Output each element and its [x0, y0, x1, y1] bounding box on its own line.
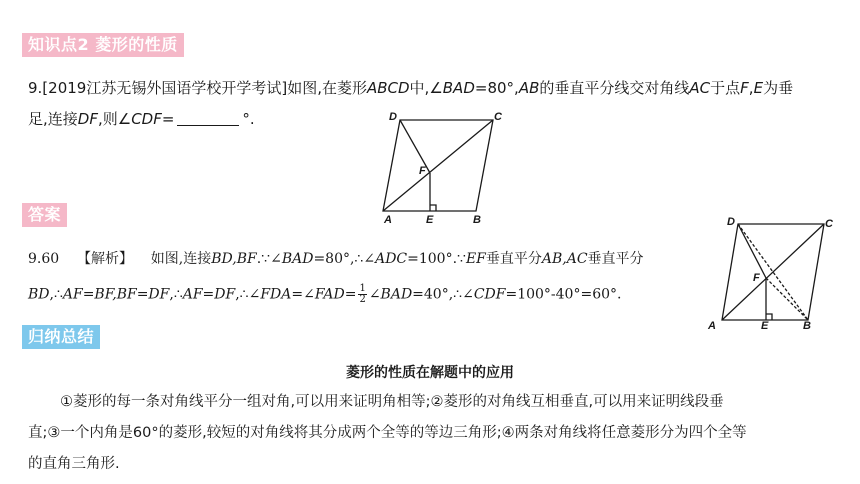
summary-tag: 归纳总结: [22, 325, 100, 349]
diagonal-ac: [383, 120, 493, 211]
summary-body: [28, 387, 843, 480]
section-tag: 知识点2 菱形的性质: [22, 33, 184, 57]
question-figure: [380, 108, 510, 226]
solution-line-2: BD,∴AF=BF,BF=DF,∴AF=DF,∴∠FDA=∠FAD= $\frac{1}{2}$ ∠BAD=40°,∴∠CDF=100°-40°=60°.: [28, 283, 622, 305]
label-c-2: C: [825, 218, 833, 230]
summary-line-1: ①菱形的每一条对角线平分一组对角,可以用来证明角相等;②菱形的对角线互相垂直,可以用来证明线段垂: [60, 394, 724, 410]
label-b: B: [473, 214, 481, 226]
label-f: F: [419, 165, 426, 177]
answer-tag: 答案: [22, 203, 67, 227]
label-a-2: A: [708, 320, 716, 332]
summary-line-2: 直;③一个内角是60°的菱形,较短的对角线将其分成两个全等的等边三角形;④两条对角线将任意菱形分为四个全等: [28, 425, 747, 441]
segment-df-2: [738, 224, 766, 278]
label-d: D: [389, 111, 397, 123]
label-a: A: [384, 214, 392, 226]
label-e-2: E: [761, 320, 769, 332]
solution-line-1: 9.60 【解析】 如图,连接BD,BF.∵∠BAD=80°,∴∠ADC=100°.∵EF垂直平分AB,AC垂直平分: [28, 251, 644, 267]
summary-title: 菱形的性质在解题中的应用: [346, 365, 514, 381]
answer-blank[interactable]: [177, 111, 239, 126]
fraction-half: $\frac{1}{2}$: [359, 283, 366, 305]
question-line-1: 9.[2019江苏无锡外国语学校开学考试]如图,在菱形ABCD中,∠BAD=80°,AB的垂直平分线交对角线AC于点F,E为垂: [28, 79, 794, 97]
label-c: C: [494, 111, 502, 123]
solution-figure: [700, 210, 840, 335]
label-b-2: B: [803, 320, 811, 332]
label-f-2: F: [753, 272, 760, 284]
right-angle-mark: [430, 205, 436, 211]
question-line-2: 足,连接DF,则∠CDF= °.: [28, 110, 255, 128]
summary-line-3: 的直角三角形.: [28, 456, 120, 472]
label-e: E: [426, 214, 434, 226]
label-d-2: D: [727, 216, 735, 228]
diagonal-ac-2: [722, 224, 824, 320]
